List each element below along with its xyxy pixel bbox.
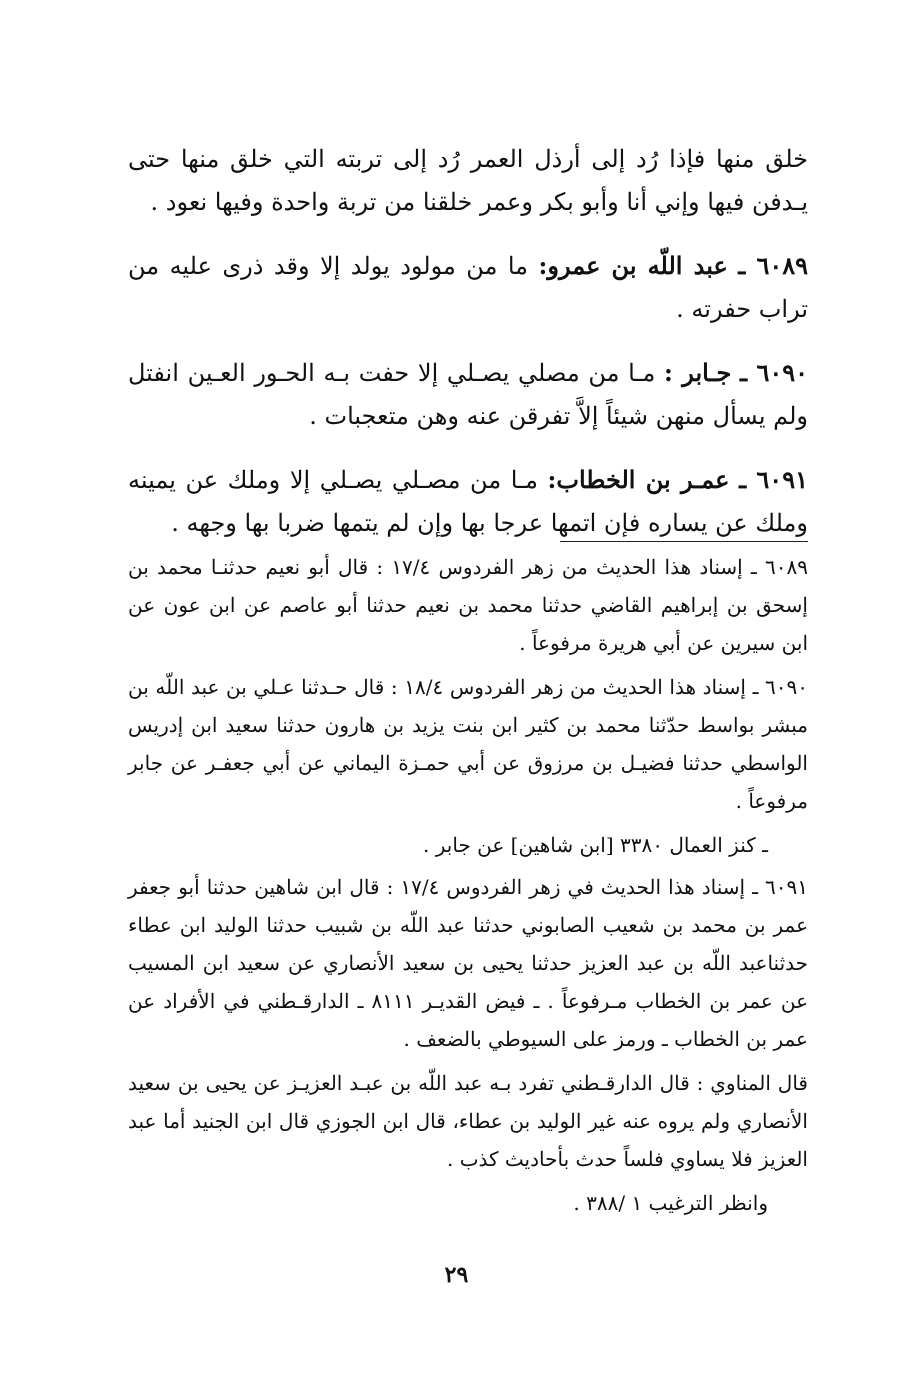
paragraph-continuation [128, 138, 808, 224]
footnotes [128, 548, 808, 1228]
paragraph-text: خلق منها فإذا رُد إلى أرذل العمر رُد إلى تربته التي خلق منها حتى يـدفن فيها وإني أنا وأبو بكر وعمر خلقنا من تربة واحدة وفيها نعود . [128, 145, 808, 216]
footnote-divider [560, 541, 808, 542]
footnote-6091: ٦٠٩١ ـ إسناد هذا الحديث في زهر الفردوس ١٧/٤ : قال ابن شاهين حدثنا أبو جعفر عمر بن محمد بن شعيب الصابوني حدثنا عبد اللّه بن شبيب حدثنا الوليد ابن عطاء حدثناعبد اللّه بن عبد العزيز حدثنا يحيى بن سعيد الأنصاري عن سعيد ابن المسيب عن عمر بن الخطاب مـرفوعاً . ـ فيض القديـر ٨١١١ ـ الدارقـطني في الأفراد عن عمر بن الخطاب ـ ورمز على السيوطي بالضعف . [128, 875, 809, 1051]
footnote-kanz-reference: ـ كنز العمال ٣٣٨٠ [ابن شاهين] عن جابر . [423, 833, 768, 857]
hadith-6089 [128, 244, 808, 331]
hadith-text: ما من مولود يولد إلا وقد ذرى عليه من تراب حفرته . [128, 252, 808, 323]
main-text [128, 138, 808, 565]
hadith-number: ٦٠٩٠ ـ [740, 358, 808, 387]
narrator-name: عمـر بن الخطاب: [547, 465, 730, 494]
footnote-6089: ٦٠٨٩ ـ إسناد هذا الحديث من زهر الفردوس ١٧/٤ : قال أبو نعيم حدثنـا محمد بن إسحق بن إبراهيم القاضي حدثنا محمد بن نعيم حدثنا أبو عاصم عن ابن عون عن ابن سيرين عن أبي هريرة مرفوعاً . [128, 555, 808, 655]
hadith-6091 [128, 458, 808, 545]
footnote-targhib-reference: وانظر الترغيب ١ /٣٨٨ . [573, 1191, 768, 1215]
footnote-munawi: قال المناوي : قال الدارقـطني تفرد بـه عبد اللّه بن عبـد العزيـز عن يحيى بن سعيد الأنصاري ولم يروه عنه غير الوليد بن عطاء، قال ابن الجوزي قال ابن الجنيد أما عبد العزيز فلا يساوي فلساً حدث بأحاديث كذب . [128, 1071, 808, 1171]
page-number: ٢٩ [444, 1262, 469, 1288]
hadith-number: ٦٠٨٩ ـ [738, 251, 809, 280]
narrator-name: جـابر : [663, 358, 732, 387]
hadith-text: مـا من مصلي يصـلي إلا حفت بـه الحـور العـين انفتل ولم يسأل منهن شيئاً إلاَّ تفرقن عنه وهن متعجبات . [128, 359, 808, 430]
hadith-6090 [128, 351, 808, 438]
hadith-number: ٦٠٩١ ـ [739, 465, 808, 494]
footnote-6090: ٦٠٩٠ ـ إسناد هذا الحديث من زهر الفردوس ١٨/٤ : قال حـدثنا عـلي بن عبد اللّه بن مبشر بواسط حدّثنا محمد بن كثير ابن بنت يزيد بن هارون حدثنا سعيد ابن إدريس الواسطي حدثنا فضيـل بن مرزوق عن أبي حمـزة اليماني عن أبي جعفـر عن جابر مرفوعاً . [128, 675, 808, 813]
hadith-text: مـا من مصـلي يصـلي إلا وملك عن يمينه وملك عن يساره فإن اتمها عرجا بها وإن لم يتمها ضربا بها وجهه . [128, 466, 808, 537]
narrator-name: عبد اللّه بن عمرو: [538, 251, 728, 280]
